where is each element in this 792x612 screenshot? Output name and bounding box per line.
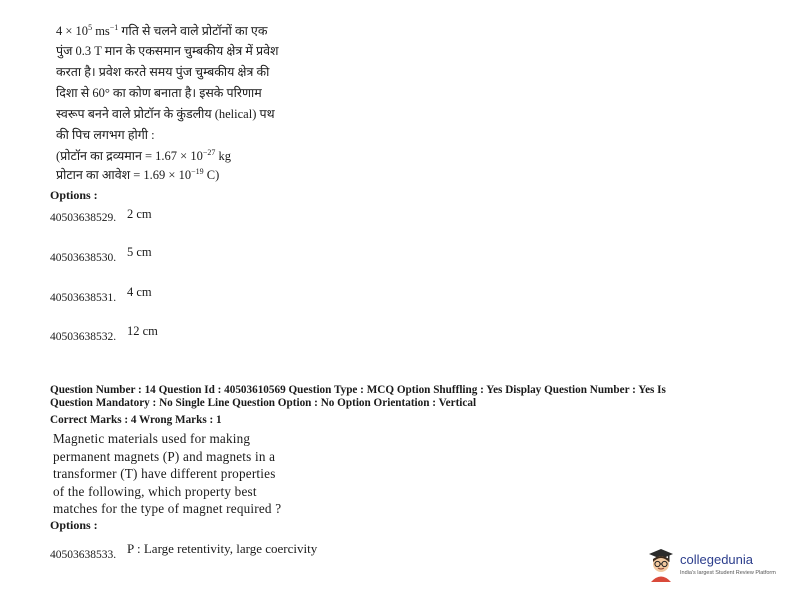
question-text-line: Magnetic materials used for making xyxy=(53,431,251,446)
question-text-line xyxy=(56,166,219,185)
question-text-line xyxy=(56,147,231,166)
question-text-line: दिशा से 60° का कोण बनाता है। इसके परिणाम xyxy=(56,86,262,100)
question-text-line: transformer (T) have different properties xyxy=(53,466,276,481)
collegedunia-logo xyxy=(646,546,786,586)
question-text-line: of the following, which property best xyxy=(53,484,257,499)
text-span: गति से चलने वाले प्रोटॉनों का एक xyxy=(118,24,268,38)
option-id: 40503638530. xyxy=(50,252,117,264)
options-label: Options : xyxy=(50,518,98,532)
text-span: ms xyxy=(92,24,110,38)
option-id: 40503638531. xyxy=(50,292,117,304)
question-text-line: करता है। प्रवेश करते समय पुंज चुम्बकीय क्षेत्र की xyxy=(56,65,270,79)
option-id: 40503638532. xyxy=(50,331,117,343)
text-span: 4 × 10 xyxy=(56,24,89,38)
question-meta-line: Question Mandatory : No Single Line Question Option : No Option Orientation : Vertical xyxy=(50,397,477,409)
question-text-line: पुंज 0.3 T मान के एकसमान चुम्बकीय क्षेत्र में प्रवेश xyxy=(56,44,279,58)
option-value[interactable]: P : Large retentivity, large coercivity xyxy=(127,541,318,556)
superscript: 5 xyxy=(88,23,93,32)
superscript: −1 xyxy=(109,23,119,32)
question-meta-line: Question Number : 14 Question Id : 40503610569 Question Type : MCQ Option Shuffling : Yes Display Question Number : Yes Is xyxy=(50,384,666,396)
option-value[interactable]: 5 cm xyxy=(127,245,152,259)
superscript: −19 xyxy=(191,167,204,176)
question-text-line: matches for the type of magnet required ? xyxy=(53,501,282,516)
option-value[interactable]: 4 cm xyxy=(127,285,152,299)
question-text-line xyxy=(56,22,267,41)
question-text-line: स्वरूप बनने वाले प्रोटॉन के कुंडलीय (helical) पथ xyxy=(56,107,275,121)
text-span: प्रोटान का आवेश = 1.69 × 10 xyxy=(56,168,192,182)
student-mascot-icon xyxy=(646,546,676,582)
option-value[interactable]: 12 cm xyxy=(127,324,158,338)
options-label: Options : xyxy=(50,188,98,202)
option-id: 40503638529. xyxy=(50,212,117,224)
question-text-line: की पिच लगभग होगी : xyxy=(56,128,155,142)
marks-line: Correct Marks : 4 Wrong Marks : 1 xyxy=(50,414,222,426)
text-span: (प्रोटॉन का द्रव्यमान = 1.67 × 10 xyxy=(56,149,203,163)
text-span: kg xyxy=(215,149,232,163)
brand-tagline: India's largest Student Review Platform xyxy=(680,570,776,576)
option-id: 40503638533. xyxy=(50,549,117,561)
superscript: −27 xyxy=(202,148,216,157)
question-text-line: permanent magnets (P) and magnets in a xyxy=(53,449,276,464)
brand-name: collegedunia xyxy=(680,552,754,567)
option-value[interactable]: 2 cm xyxy=(127,207,152,221)
text-span: C) xyxy=(203,168,220,182)
